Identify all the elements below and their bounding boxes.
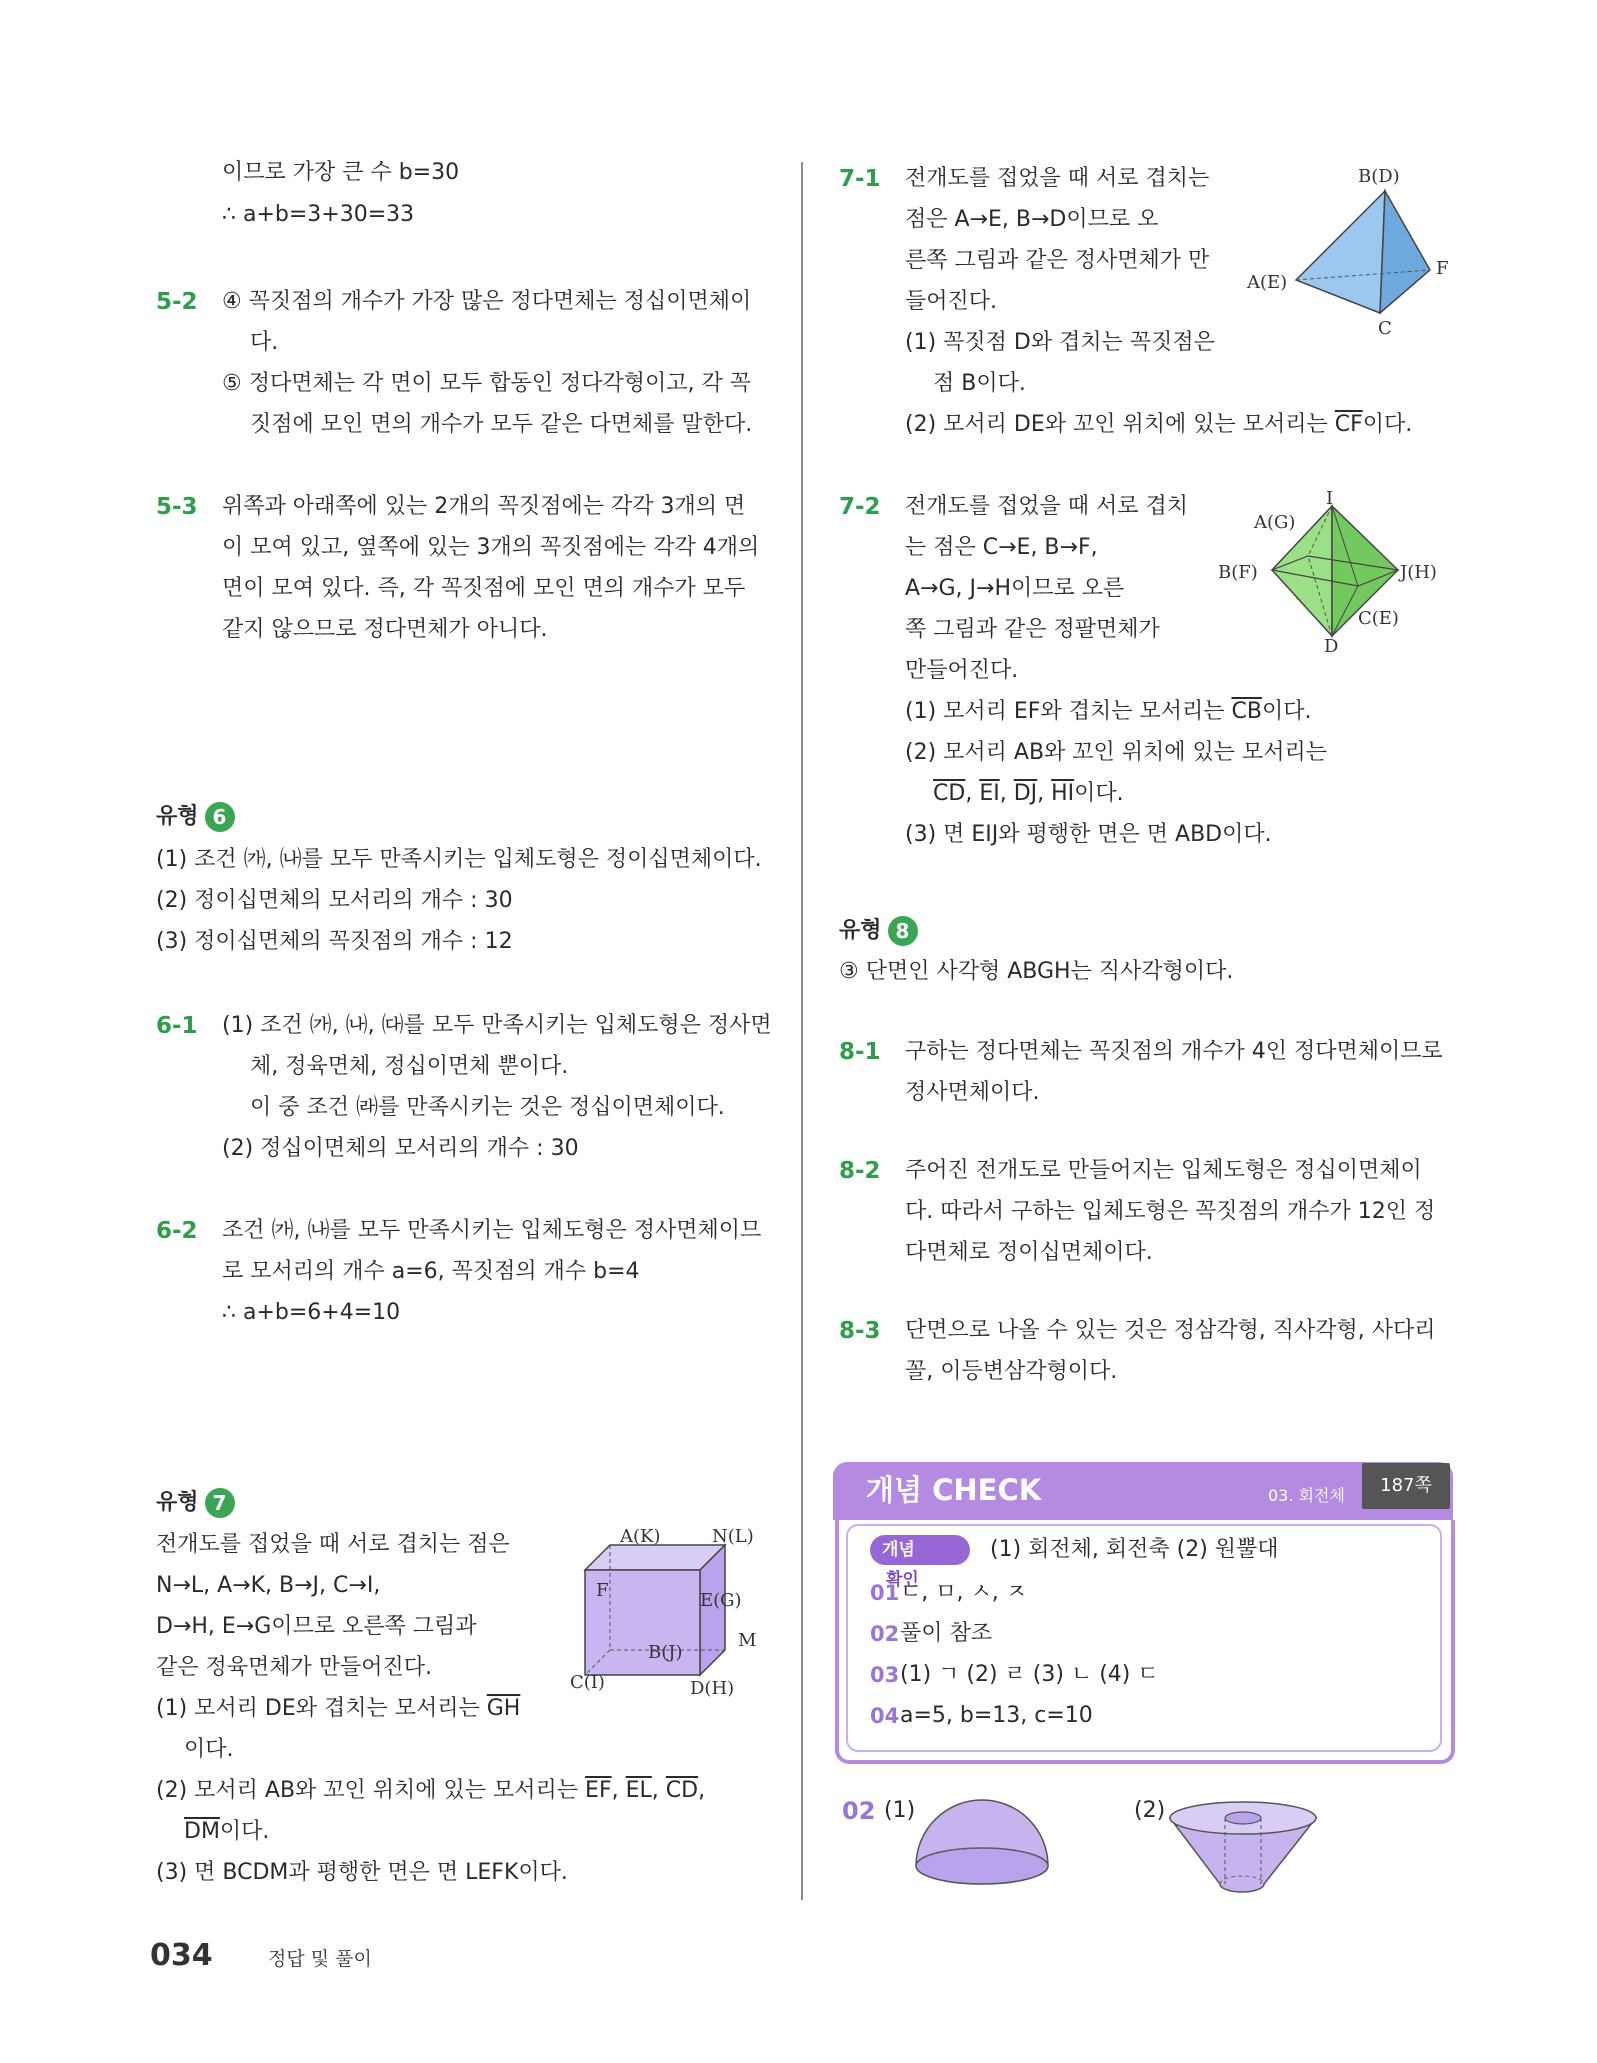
- concept-tag: 개념확인: [870, 1535, 970, 1565]
- concept-item-number: 03: [870, 1663, 900, 1687]
- concept-item-text: ㄷ, ㅁ, ㅅ, ㅈ: [900, 1580, 1027, 1605]
- text-line: 이 모여 있고, 옆쪽에 있는 3개의 꼭짓점에는 각각 4개의: [222, 535, 760, 560]
- concept-item-number: 04: [870, 1704, 900, 1728]
- text-line: 같은 정육면체가 만들어진다.: [156, 1655, 433, 1680]
- figure-label: J(H): [1400, 562, 1437, 583]
- text-line: 단면으로 나올 수 있는 것은 정삼각형, 직사각형, 사다리: [905, 1318, 1436, 1343]
- text-line: ∴ a+b=3+30=33: [222, 202, 415, 227]
- problem-number: 7-2: [839, 494, 881, 520]
- type-heading: 유형 7: [156, 1488, 235, 1518]
- type-heading: 유형 8: [839, 916, 918, 946]
- concept-tag-text: (1) 회전체, 회전축 (2) 원뿔대: [990, 1537, 1279, 1562]
- text-line: 쪽 그림과 같은 정팔면체가: [905, 617, 1160, 642]
- text-line: ∴ a+b=6+4=10: [222, 1300, 401, 1325]
- type-number-badge: 7: [205, 1488, 235, 1518]
- text-line: (2) 모서리 AB와 꼬인 위치에 있는 모서리는 $\overline{EF}$, $\overline{EL}$, $\overline{CD}$,: [156, 1778, 706, 1803]
- figure-label: A(K): [620, 1526, 661, 1547]
- text-line: D→H, E→G이므로 오른쪽 그림과: [156, 1614, 477, 1639]
- text-line: 다.: [250, 330, 279, 355]
- text-line: 같지 않으므로 정다면체가 아니다.: [222, 617, 548, 642]
- problem-number: 6-2: [156, 1218, 198, 1244]
- text-line: ⑤ 정다면체는 각 면이 모두 합동인 정다각형이고, 각 꼭: [222, 371, 751, 396]
- text-line: (2) 모서리 DE와 꼬인 위치에 있는 모서리는 $\overline{CF}$이다.: [905, 412, 1413, 437]
- figure-label: C: [1378, 318, 1392, 339]
- text-line: 들어진다.: [905, 289, 998, 314]
- problem-number: 5-3: [156, 494, 198, 520]
- text-line: ③ 단면인 사각형 ABGH는 직사각형이다.: [839, 959, 1234, 984]
- figure-label: N(L): [712, 1526, 754, 1547]
- text-line: N→L, A→K, B→J, C→I,: [156, 1573, 381, 1598]
- text-line: (1) 조건 ㈎, ㈏를 모두 만족시키는 입체도형은 정이십면체이다.: [156, 847, 762, 872]
- sub-label: (2): [1134, 1798, 1166, 1823]
- text-line: 이 중 조건 ㈑를 만족시키는 것은 정십이면체이다.: [250, 1095, 725, 1120]
- concept-check-page: 187쪽: [1362, 1463, 1450, 1509]
- figure-label: B(D): [1358, 166, 1400, 187]
- text-line: 다면체로 정이십면체이다.: [905, 1240, 1153, 1265]
- text-line: $\overline{DM}$이다.: [184, 1819, 270, 1844]
- text-line: (1) 모서리 EF와 겹치는 모서리는 $\overline{CB}$이다.: [905, 699, 1312, 724]
- tetrahedron-figure: [1290, 185, 1440, 325]
- text-line: 른쪽 그림과 같은 정사면체가 만: [905, 248, 1210, 273]
- text-line: 짓점에 모인 면의 개수가 모두 같은 다면체를 말한다.: [250, 412, 753, 437]
- text-line: A→G, J→H이므로 오른: [905, 576, 1125, 601]
- figure-label: C(E): [1358, 608, 1399, 629]
- concept-check-title: 개념 CHECK: [866, 1473, 1042, 1507]
- problem-number: 8-2: [839, 1158, 881, 1184]
- figure-label: I: [1326, 488, 1334, 509]
- problem-number: 8-3: [839, 1318, 881, 1344]
- text-line: (2) 정이십면체의 모서리의 개수 : 30: [156, 888, 513, 913]
- figure-label: M: [738, 1630, 757, 1651]
- text-line: 이므로 가장 큰 수 b=30: [222, 160, 460, 185]
- text-line: $\overline{CD}$, $\overline{EI}$, $\overline{DJ}$, $\overline{HI}$이다.: [933, 781, 1124, 806]
- text-line: 체, 정육면체, 정십이면체 뿐이다.: [250, 1054, 569, 1079]
- concept-item-number: 01: [870, 1581, 900, 1605]
- frustum-figure: [1164, 1796, 1324, 1896]
- cube-figure: [560, 1525, 790, 1695]
- text-line: (3) 면 BCDM과 평행한 면은 면 LEFK이다.: [156, 1860, 568, 1885]
- concept-item-number: 02: [870, 1622, 900, 1646]
- figure-label: F: [596, 1580, 609, 1601]
- sub-label: (1): [884, 1798, 916, 1823]
- figure-label: C(I): [570, 1672, 605, 1693]
- text-line: 전개도를 접었을 때 서로 겹치: [905, 494, 1188, 519]
- text-line: 로 모서리의 개수 a=6, 꼭짓점의 개수 b=4: [222, 1259, 640, 1284]
- figure-label: D: [1324, 636, 1339, 657]
- type-number-badge: 8: [888, 916, 918, 946]
- text-line: (3) 정이십면체의 꼭짓점의 개수 : 12: [156, 929, 513, 954]
- figure-label: A(G): [1254, 512, 1296, 533]
- text-line: 만들어진다.: [905, 658, 1019, 683]
- text-line: 주어진 전개도로 만들어지는 입체도형은 정십이면체이: [905, 1158, 1422, 1183]
- concept-item-text: (1) ㄱ (2) ㄹ (3) ㄴ (4) ㄷ: [900, 1662, 1159, 1687]
- text-line: (2) 모서리 AB와 꼬인 위치에 있는 모서리는: [905, 740, 1328, 765]
- text-line: (1) 조건 ㈎, ㈏, ㈐를 모두 만족시키는 입체도형은 정사면: [222, 1013, 772, 1038]
- concept-check-chapter: 03. 회전체: [1268, 1486, 1345, 1505]
- text-line: ④ 꼭짓점의 개수가 가장 많은 정다면체는 정십이면체이: [222, 289, 752, 314]
- problem-number: 6-1: [156, 1013, 198, 1039]
- text-line: 전개도를 접었을 때 서로 겹치는 점은: [156, 1532, 510, 1557]
- text-line: 구하는 정다면체는 꼭짓점의 개수가 4인 정다면체이므로: [905, 1039, 1443, 1064]
- problem-number: 5-2: [156, 289, 198, 315]
- text-line: (2) 정십이면체의 모서리의 개수 : 30: [222, 1136, 579, 1161]
- text-line: (1) 꼭짓점 D와 겹치는 꼭짓점은: [905, 330, 1215, 355]
- figure-label: B(F): [1218, 562, 1258, 583]
- problem-number: 7-1: [839, 166, 881, 192]
- text-line: 점 B이다.: [933, 371, 1026, 396]
- text-line: 꼴, 이등변삼각형이다.: [905, 1359, 1118, 1384]
- figure-label: B(J): [648, 1642, 683, 1663]
- type-heading: 유형 6: [156, 802, 235, 832]
- text-line: 전개도를 접었을 때 서로 겹치는: [905, 166, 1210, 191]
- page-number: 034: [150, 1938, 213, 1973]
- footer-text: 정답 및 풀이: [268, 1948, 372, 1970]
- hemisphere-figure: [910, 1796, 1055, 1894]
- figure-label: F: [1436, 258, 1449, 279]
- text-line: (1) 모서리 DE와 겹치는 모서리는 $\overline{GH}$: [156, 1696, 521, 1721]
- text-line: 이다.: [184, 1737, 234, 1762]
- concept-item-text: a=5, b=13, c=10: [900, 1703, 1093, 1728]
- figure-label: E(G): [700, 1590, 742, 1611]
- figure-label: A(E): [1247, 272, 1288, 293]
- concept-item-text: 풀이 참조: [900, 1621, 993, 1646]
- problem-number: 8-1: [839, 1039, 881, 1065]
- text-line: 는 점은 C→E, B→F,: [905, 535, 1098, 560]
- type-number-badge: 6: [205, 802, 235, 832]
- text-line: 다. 따라서 구하는 입체도형은 꼭짓점의 개수가 12인 정: [905, 1199, 1436, 1224]
- question-number: 02: [842, 1797, 876, 1825]
- column-divider: [801, 162, 803, 1900]
- text-line: 정사면체이다.: [905, 1080, 1040, 1105]
- text-line: 조건 ㈎, ㈏를 모두 만족시키는 입체도형은 정사면체이므: [222, 1218, 762, 1243]
- text-line: 위쪽과 아래쪽에 있는 2개의 꼭짓점에는 각각 3개의 면: [222, 494, 746, 519]
- text-line: 면이 모여 있다. 즉, 각 꼭짓점에 모인 면의 개수가 모두: [222, 576, 746, 601]
- text-line: 점은 A→E, B→D이므로 오: [905, 207, 1159, 232]
- text-line: (3) 면 EIJ와 평행한 면은 면 ABD이다.: [905, 822, 1272, 847]
- figure-label: D(H): [690, 1678, 735, 1699]
